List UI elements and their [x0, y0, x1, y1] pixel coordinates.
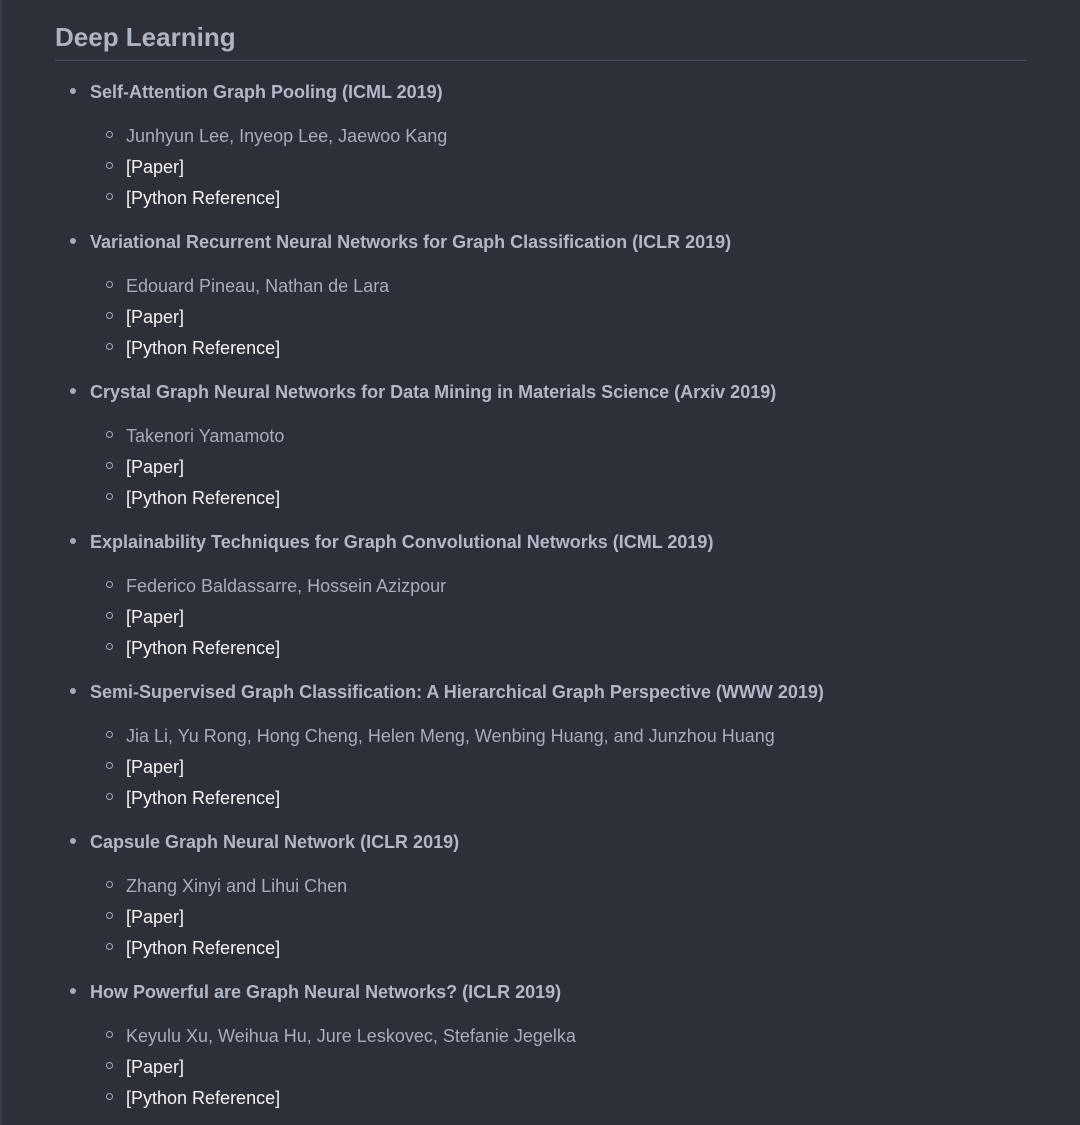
bullet-dot-icon: [70, 838, 76, 844]
bullet-dot-icon: [70, 388, 76, 394]
document-content: [55, 0, 1027, 1108]
authors-text: Keyulu Xu, Weihua Hu, Jure Leskovec, Stefanie Jegelka: [126, 1026, 576, 1046]
paper-title: Crystal Graph Neural Networks for Data Mining in Materials Science (Arxiv 2019): [90, 382, 777, 402]
bullet-circle-icon: [106, 881, 113, 888]
paper-link[interactable]: [Paper]: [126, 757, 185, 777]
python-reference-link[interactable]: [Python Reference]: [126, 788, 281, 808]
paper-title: Semi-Supervised Graph Classification: A Hierarchical Graph Perspective (WWW 2019): [90, 682, 824, 702]
paper-link-item: [55, 304, 1027, 335]
paper-link[interactable]: [Paper]: [126, 607, 185, 627]
bullet-dot-icon: [70, 688, 76, 694]
authors-text: Junhyun Lee, Inyeop Lee, Jaewoo Kang: [126, 126, 448, 146]
left-border: [0, 0, 2, 1125]
paper-link-item: [55, 754, 1027, 785]
authors-text: Jia Li, Yu Rong, Hong Cheng, Helen Meng, Wenbing Huang, and Junzhou Huang: [126, 726, 775, 746]
bullet-circle-icon: [106, 762, 113, 769]
code-link-item: [55, 785, 1027, 816]
code-link-item: [55, 185, 1027, 216]
paper-link-item: [55, 454, 1027, 485]
bullet-dot-icon: [70, 988, 76, 994]
paper-details: [55, 723, 1027, 816]
code-link-item: [55, 485, 1027, 516]
section-heading: Deep Learning: [55, 22, 236, 52]
authors-text: Zhang Xinyi and Lihui Chen: [126, 876, 348, 896]
paper-item: [55, 529, 1027, 679]
authors-item: [55, 273, 1027, 304]
paper-title: Variational Recurrent Neural Networks for Graph Classification (ICLR 2019): [90, 232, 732, 252]
bullet-circle-icon: [106, 912, 113, 919]
bullet-circle-icon: [106, 343, 113, 350]
paper-details: [55, 123, 1027, 216]
bullet-circle-icon: [106, 1093, 113, 1100]
paper-title: Explainability Techniques for Graph Convolutional Networks (ICML 2019): [90, 532, 714, 552]
paper-link[interactable]: [Paper]: [126, 907, 185, 927]
python-reference-link[interactable]: [Python Reference]: [126, 938, 281, 958]
bullet-circle-icon: [106, 493, 113, 500]
paper-details: [55, 1023, 1027, 1116]
code-link-item: [55, 635, 1027, 666]
authors-item: [55, 123, 1027, 154]
paper-details: [55, 573, 1027, 666]
python-reference-link[interactable]: [Python Reference]: [126, 338, 281, 358]
paper-item: [55, 79, 1027, 229]
authors-text: Edouard Pineau, Nathan de Lara: [126, 276, 390, 296]
paper-item: [55, 979, 1027, 1125]
bullet-circle-icon: [106, 943, 113, 950]
code-link-item: [55, 335, 1027, 366]
paper-details: [55, 273, 1027, 366]
bullet-dot-icon: [70, 538, 76, 544]
authors-item: [55, 423, 1027, 454]
paper-link[interactable]: [Paper]: [126, 1057, 185, 1077]
bullet-circle-icon: [106, 793, 113, 800]
paper-item: [55, 229, 1027, 379]
authors-text: Federico Baldassarre, Hossein Azizpour: [126, 576, 447, 596]
paper-link-item: [55, 604, 1027, 635]
paper-link-item: [55, 154, 1027, 185]
bullet-circle-icon: [106, 281, 113, 288]
authors-item: [55, 1023, 1027, 1054]
paper-details: [55, 423, 1027, 516]
paper-title: Self-Attention Graph Pooling (ICML 2019): [90, 82, 443, 102]
python-reference-link[interactable]: [Python Reference]: [126, 1088, 281, 1108]
authors-item: [55, 723, 1027, 754]
bullet-circle-icon: [106, 162, 113, 169]
paper-link[interactable]: [Paper]: [126, 307, 185, 327]
paper-title: Capsule Graph Neural Network (ICLR 2019): [90, 832, 460, 852]
paper-link-item: [55, 904, 1027, 935]
bullet-dot-icon: [70, 88, 76, 94]
bullet-circle-icon: [106, 312, 113, 319]
bullet-circle-icon: [106, 612, 113, 619]
paper-details: [55, 873, 1027, 966]
bullet-circle-icon: [106, 581, 113, 588]
python-reference-link[interactable]: [Python Reference]: [126, 188, 281, 208]
paper-list: [55, 79, 1027, 1125]
paper-link[interactable]: [Paper]: [126, 457, 185, 477]
authors-item: [55, 873, 1027, 904]
bullet-circle-icon: [106, 431, 113, 438]
heading-divider: [55, 60, 1027, 61]
paper-item: [55, 379, 1027, 529]
paper-title: How Powerful are Graph Neural Networks? (ICLR 2019): [90, 982, 562, 1002]
paper-link-item: [55, 1054, 1027, 1085]
bullet-circle-icon: [106, 731, 113, 738]
code-link-item: [55, 935, 1027, 966]
bullet-circle-icon: [106, 1031, 113, 1038]
bullet-circle-icon: [106, 1062, 113, 1069]
python-reference-link[interactable]: [Python Reference]: [126, 488, 281, 508]
paper-item: [55, 679, 1027, 829]
paper-link[interactable]: [Paper]: [126, 157, 185, 177]
python-reference-link[interactable]: [Python Reference]: [126, 638, 281, 658]
paper-item: [55, 829, 1027, 979]
bullet-circle-icon: [106, 462, 113, 469]
bullet-circle-icon: [106, 643, 113, 650]
authors-item: [55, 573, 1027, 604]
authors-text: Takenori Yamamoto: [126, 426, 285, 446]
bullet-circle-icon: [106, 131, 113, 138]
bullet-dot-icon: [70, 238, 76, 244]
bullet-circle-icon: [106, 193, 113, 200]
code-link-item: [55, 1085, 1027, 1116]
